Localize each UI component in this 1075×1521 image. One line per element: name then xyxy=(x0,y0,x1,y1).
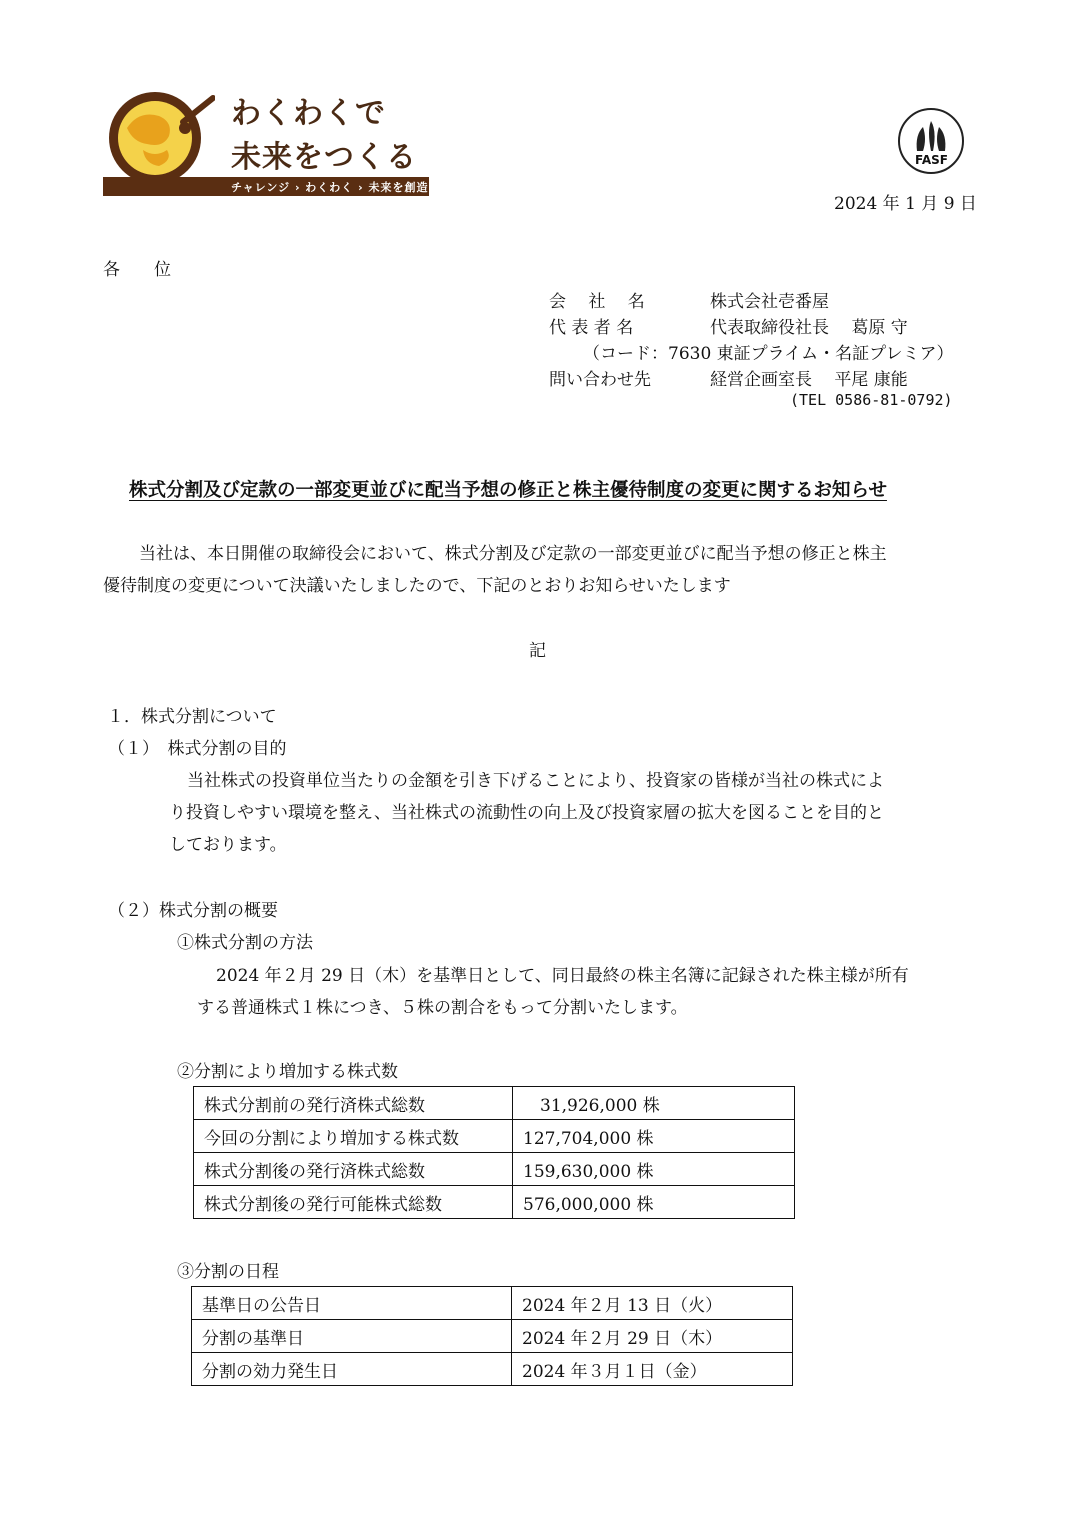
table-row xyxy=(194,1153,795,1186)
table-row xyxy=(194,1186,795,1219)
increase-heading: ②分割により増加する株式数 xyxy=(177,1062,398,1082)
method-line1: 2024 年２月 29 日（木）を基準日として、同日最終の株主名簿に記録された株主様が所有 xyxy=(216,966,909,986)
company-name-label: 会 社 名 xyxy=(549,292,645,312)
document-date: 2024 年 1 月 9 日 xyxy=(834,194,977,214)
method-heading: ①株式分割の方法 xyxy=(177,933,313,953)
fasf-seal xyxy=(897,107,965,175)
table-cell-label: 今回の分割により増加する株式数 xyxy=(194,1120,513,1153)
section1-heading: １．株式分割について xyxy=(107,707,277,727)
table-cell-label: 株式分割後の発行済株式総数 xyxy=(194,1153,513,1186)
table-cell-value: 31,926,000 株 xyxy=(513,1087,795,1120)
contact-label: 問い合わせ先 xyxy=(549,370,651,390)
stock-code-note: （コード：7630 東証プライム・名証プレミア） xyxy=(583,344,954,364)
contact-value: 経営企画室長 平尾 康能 xyxy=(710,370,908,390)
table-cell-value: 576,000,000 株 xyxy=(513,1186,795,1219)
table-cell-label: 株式分割後の発行可能株式総数 xyxy=(194,1186,513,1219)
table-row xyxy=(192,1287,793,1320)
schedule-heading: ③分割の日程 xyxy=(177,1262,279,1282)
logo-tagline: チャレンジ › わくわく › 未来を創造 xyxy=(231,181,429,194)
contact-tel: (TEL 0586-81-0792) xyxy=(790,391,953,409)
table-cell-value: 159,630,000 株 xyxy=(513,1153,795,1186)
table-cell-value: 2024 年２月 13 日（火） xyxy=(512,1287,793,1320)
method-line2: する普通株式１株につき、５株の割合をもって分割いたします。 xyxy=(197,998,688,1018)
table-cell-value: 2024 年２月 29 日（木） xyxy=(512,1320,793,1353)
addressee: 各 位 xyxy=(103,260,171,280)
purpose-line2: り投資しやすい環境を整え、当社株式の流動性の向上及び投資家層の拡大を図ることを目的と xyxy=(169,803,885,823)
company-logo xyxy=(103,88,429,196)
company-name-value: 株式会社壱番屋 xyxy=(710,292,829,312)
table-cell-value: 2024 年３月１日（金） xyxy=(512,1353,793,1386)
fasf-label: FASF xyxy=(915,153,948,167)
table-row xyxy=(192,1320,793,1353)
schedule-table xyxy=(191,1286,793,1386)
table-cell-value: 127,704,000 株 xyxy=(513,1120,795,1153)
intro-line1: 当社は、本日開催の取締役会において、株式分割及び定款の一部変更並びに配当予想の修正と株主 xyxy=(139,544,887,564)
table-cell-label: 基準日の公告日 xyxy=(192,1287,512,1320)
table-row xyxy=(194,1087,795,1120)
purpose-line3: しております。 xyxy=(169,835,287,855)
logo-line2: 未来をつくる xyxy=(231,140,417,175)
representative-value: 代表取締役社長 葛原 守 xyxy=(710,318,908,338)
intro-line2: 優待制度の変更について決議いたしましたので、下記のとおりお知らせいたします xyxy=(103,576,731,596)
purpose-heading: （１） 株式分割の目的 xyxy=(108,739,287,759)
table-cell-label: 分割の基準日 xyxy=(192,1320,512,1353)
logo-line1: わくわくで xyxy=(231,96,386,131)
table-cell-label: 株式分割前の発行済株式総数 xyxy=(194,1087,513,1120)
table-cell-label: 分割の効力発生日 xyxy=(192,1353,512,1386)
ki-mark: 記 xyxy=(529,641,546,661)
table-row xyxy=(194,1120,795,1153)
purpose-line1: 当社株式の投資単位当たりの金額を引き下げることにより、投資家の皆様が当社の株式によ xyxy=(187,771,884,791)
representative-label: 代 表 者 名 xyxy=(549,318,634,338)
document-title: 株式分割及び定款の一部変更並びに配当予想の修正と株主優待制度の変更に関するお知らせ xyxy=(129,480,887,501)
overview-heading: （２）株式分割の概要 xyxy=(108,901,278,921)
increase-table xyxy=(193,1086,795,1219)
table-row xyxy=(192,1353,793,1386)
